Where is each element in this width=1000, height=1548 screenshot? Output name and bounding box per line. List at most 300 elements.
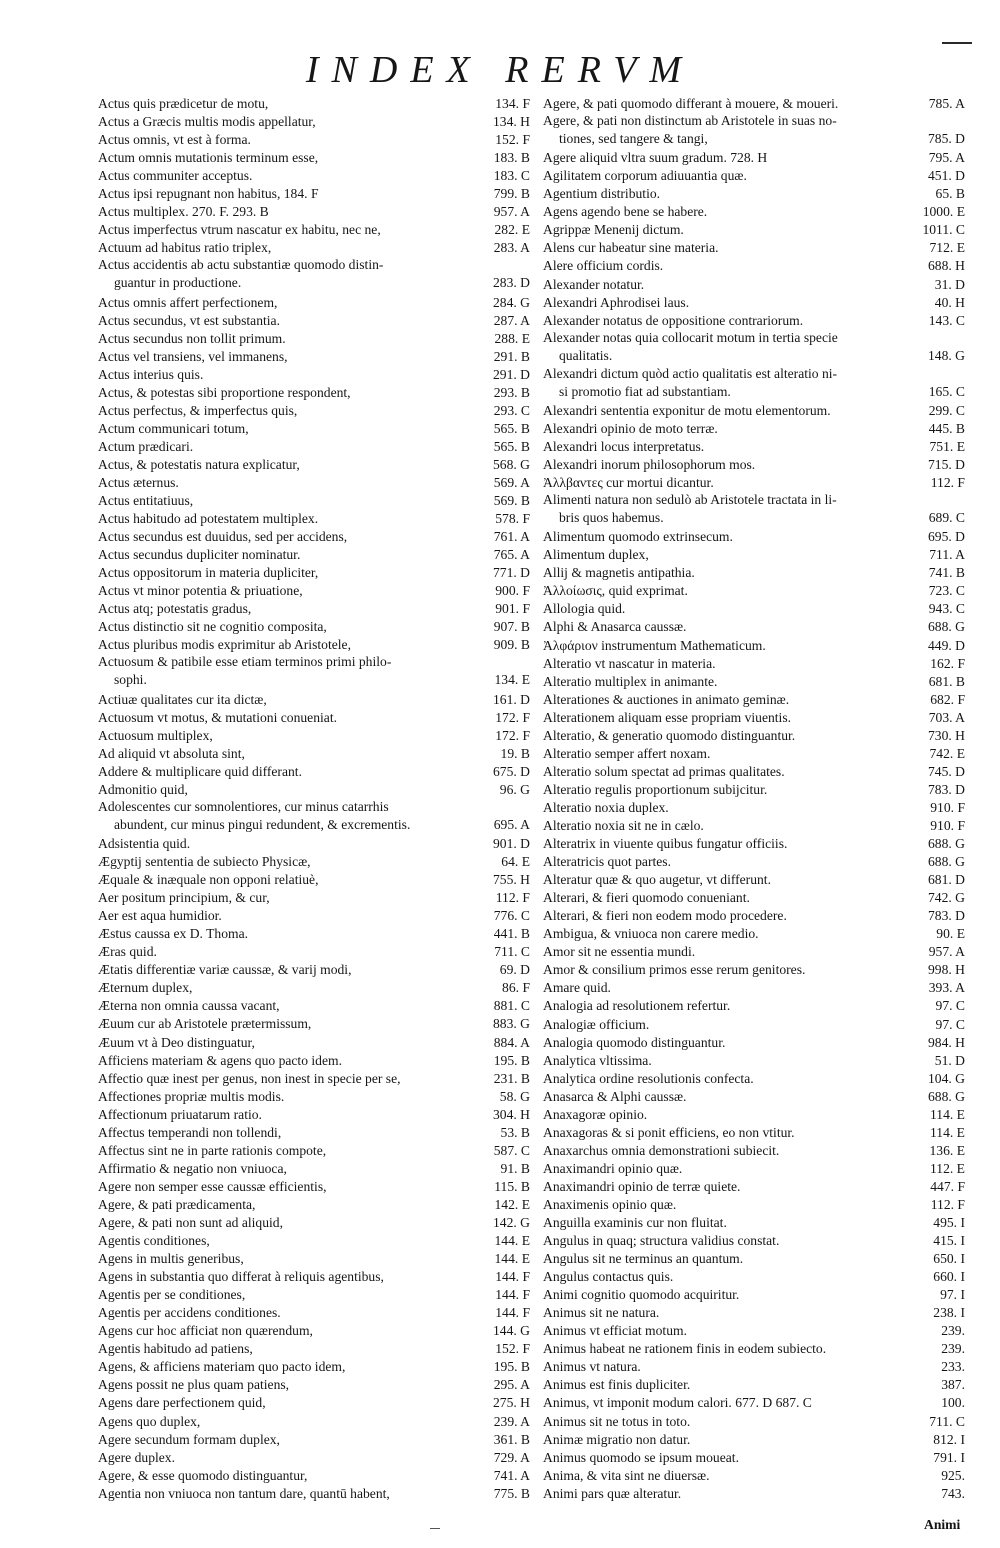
entry-text: Agentis habitudo ad patiens,	[98, 1341, 253, 1357]
page-reference: 569. A	[493, 475, 530, 491]
index-entry	[543, 1357, 965, 1375]
page-reference: 152. F	[495, 1341, 530, 1357]
entry-text: Actus, & potestatis natura explicatur,	[98, 457, 300, 472]
page-reference: 144. F	[495, 1269, 530, 1285]
entry-text: Affirmatio & negatio non vniuoca,	[98, 1160, 287, 1176]
entry-text: Analytica ordine resolutionis confecta.	[543, 1070, 754, 1086]
entry-text: Amor sit ne essentia mundi.	[543, 944, 696, 960]
index-entry	[98, 166, 530, 184]
index-entry	[543, 708, 965, 726]
entry-text: Anaxagoras & si ponit efficiens, eo non vtitur.	[543, 1124, 795, 1140]
index-entry	[98, 1285, 530, 1303]
page-reference: 1000. E	[922, 204, 965, 220]
entry-text: Alexander notas quia collocarit motum in tertia specie	[543, 329, 838, 345]
page-reference: 69. D	[499, 962, 530, 978]
index-entry	[543, 1033, 965, 1051]
entry-text: Animus quomodo se ipsum moueat.	[543, 1449, 739, 1465]
page-reference: 104. G	[927, 1070, 965, 1086]
entry-text: Animus vt efficiat motum.	[543, 1323, 687, 1339]
entry-text: Actum communicari totum,	[98, 420, 249, 436]
index-entry	[98, 293, 530, 311]
index-entry	[98, 527, 530, 545]
page-reference: 282. E	[494, 222, 530, 238]
index-entry	[98, 924, 530, 942]
entry-text: Actus perfectus, & imperfectus quis,	[98, 402, 298, 418]
page-reference: 96. G	[499, 781, 530, 797]
page-reference: 144. E	[494, 1233, 530, 1249]
index-entry	[98, 383, 530, 401]
index-entry	[98, 329, 530, 347]
entry-text: Agere non semper esse caussæ efficientis,	[98, 1178, 327, 1194]
page-reference: 1011. C	[922, 222, 965, 238]
page-reference: 40. H	[934, 294, 965, 310]
index-entry	[543, 419, 965, 437]
index-entry	[98, 1339, 530, 1357]
page-reference: 144. E	[494, 1251, 530, 1267]
index-entry	[543, 1213, 965, 1231]
page-reference: 144. G	[492, 1323, 530, 1339]
index-entry	[98, 1249, 530, 1267]
index-entry	[543, 599, 965, 617]
index-entry	[543, 635, 965, 653]
index-entry	[543, 329, 965, 365]
entry-text: Actus vel transiens, vel immanens,	[98, 348, 288, 364]
index-entry	[543, 545, 965, 563]
entry-text: Alteratio, & generatio quomodo distinguantur.	[543, 727, 796, 743]
entry-text-continuation: si promotio fiat ad substantiam.	[559, 383, 731, 399]
entry-text: Animus vt natura.	[543, 1359, 641, 1375]
index-entry	[543, 256, 965, 274]
page-reference: 293. C	[493, 402, 530, 418]
index-entry	[98, 1087, 530, 1105]
page-reference: 771. D	[492, 565, 530, 581]
index-entry	[98, 617, 530, 635]
entry-text: Actus habitudo ad potestatem multiplex.	[98, 511, 319, 527]
entry-text-continuation: bris quos habemus.	[559, 510, 664, 526]
page-reference: 681. D	[927, 872, 965, 888]
page-reference: 703. A	[928, 709, 965, 725]
index-entry	[98, 311, 530, 329]
page-reference: 909. B	[493, 637, 530, 653]
index-entry	[543, 762, 965, 780]
entry-text: Agentium distributio.	[543, 186, 661, 202]
page-reference: 711. A	[929, 547, 965, 563]
page-reference: 712. E	[929, 240, 965, 256]
entry-text: Actus secundus dupliciter nominatur.	[98, 547, 301, 563]
page-reference: 283. D	[492, 275, 530, 291]
entry-text: Agere, & pati quomodo differant à mouere, & moueri.	[543, 96, 839, 112]
entry-text: Animus sit ne natura.	[543, 1305, 660, 1321]
page-reference: 195. B	[493, 1359, 530, 1375]
entry-text: Admonitio quid,	[98, 781, 188, 797]
index-entry	[98, 1159, 530, 1177]
index-entry	[98, 238, 530, 256]
entry-text-continuation: tiones, sed tangere & tangi,	[559, 131, 708, 147]
page-reference: 239.	[941, 1323, 965, 1339]
entry-text: Aer est aqua humidior.	[98, 908, 222, 924]
index-entry	[98, 581, 530, 599]
entry-text: Animus, vt imponit modum calori. 677. D 687. C	[543, 1395, 812, 1411]
index-entry	[98, 1231, 530, 1249]
index-entry	[543, 1285, 965, 1303]
entry-text: Animæ migratio non datur.	[543, 1431, 691, 1447]
entry-text: Actus atq; potestatis gradus,	[98, 601, 252, 617]
index-column-right	[543, 94, 965, 1502]
index-entry	[98, 1177, 530, 1195]
index-entry	[98, 184, 530, 202]
page-reference: 304. H	[492, 1106, 530, 1122]
page-reference: 142. E	[494, 1196, 530, 1212]
page-reference: 675. D	[492, 763, 530, 779]
entry-text: Agilitatem corporum adiuuantia quæ.	[543, 168, 747, 184]
page-reference: 776. C	[493, 908, 530, 924]
index-entry	[98, 437, 530, 455]
page-reference: 172. F	[495, 727, 530, 743]
entry-text: Alteratio vt nascatur in materia.	[543, 655, 716, 671]
entry-text: Alimentum quomodo extrinsecum.	[543, 529, 733, 545]
page-reference: 86. F	[502, 980, 530, 996]
page-reference: 291. D	[492, 366, 530, 382]
index-entry	[98, 1430, 530, 1448]
entry-text: Actus æternus.	[98, 475, 179, 491]
page-reference: 183. B	[493, 150, 530, 166]
page-reference: 711. C	[494, 944, 530, 960]
entry-text: Actum omnis mutationis terminum esse,	[98, 150, 319, 166]
entry-text: Alteratricis quot partes.	[543, 854, 671, 870]
entry-text-continuation: abundent, cur minus pingui redundent, & excrementis.	[114, 816, 411, 832]
index-entry	[98, 1014, 530, 1032]
index-entry	[543, 1411, 965, 1429]
index-entry	[543, 870, 965, 888]
entry-text: Agens possit ne plus quam patiens,	[98, 1377, 290, 1393]
index-entry	[543, 1484, 965, 1502]
index-entry	[543, 365, 965, 401]
entry-text: Agrippæ Menenij dictum.	[543, 222, 684, 238]
index-entry	[543, 238, 965, 256]
page-reference: 31. D	[934, 276, 965, 292]
index-entry	[98, 996, 530, 1014]
entry-text: Alteratio solum spectat ad primas qualitates.	[543, 763, 785, 779]
index-entry	[543, 1069, 965, 1087]
index-entry	[543, 1105, 965, 1123]
index-entry	[98, 978, 530, 996]
page-reference: 283. A	[493, 240, 530, 256]
index-entry	[543, 220, 965, 238]
index-entry	[543, 166, 965, 184]
index-entry	[98, 1303, 530, 1321]
page-reference: 910. F	[930, 817, 965, 833]
index-entry	[98, 1105, 530, 1123]
entry-text: Actus ipsi repugnant non habitus, 184. F	[98, 186, 319, 202]
index-entry	[543, 690, 965, 708]
page-title: INDEX RERVM	[305, 49, 695, 91]
index-entry	[98, 635, 530, 653]
entry-text: Actuosum & patibile esse etiam terminos primi philo-	[98, 654, 392, 670]
page-reference: 64. E	[501, 854, 530, 870]
page-reference: 795. A	[928, 150, 965, 166]
entry-text: Anasarca & Alphi caussæ.	[543, 1088, 687, 1104]
entry-text: Agentia non vniuoca non tantum dare, quantū habent,	[98, 1485, 390, 1501]
index-entry	[543, 1321, 965, 1339]
index-entry	[543, 744, 965, 762]
entry-text: Animus sit ne totus in toto.	[543, 1413, 691, 1429]
page-reference: 943. C	[928, 601, 965, 617]
index-entry	[98, 130, 530, 148]
entry-text: Æquale & inæquale non opponi relatiuè,	[98, 872, 319, 888]
page-reference: 299. C	[928, 402, 965, 418]
entry-text: Animi pars quæ alteratur.	[543, 1485, 682, 1501]
page-reference: 565. B	[493, 420, 530, 436]
page-reference: 881. C	[493, 998, 530, 1014]
page-reference: 569. B	[493, 493, 530, 509]
entry-text: Alterationem aliquam esse propriam viuentis.	[543, 709, 792, 725]
entry-text: Actus multiplex. 270. F. 293. B	[98, 204, 269, 220]
index-entry	[98, 473, 530, 491]
entry-text: Æuum vt à Deo distinguatur,	[98, 1034, 255, 1050]
bottom-mark	[430, 1528, 440, 1529]
index-entry	[543, 726, 965, 744]
entry-text: Agens in multis generibus,	[98, 1251, 244, 1267]
index-entry	[98, 365, 530, 383]
page-reference: 134. E	[494, 672, 530, 688]
index-entry	[543, 1051, 965, 1069]
catchword: Animi	[924, 1517, 961, 1532]
page-reference: 755. H	[492, 872, 530, 888]
page-reference: 900. F	[495, 583, 530, 599]
entry-text: Agere aliquid vltra suum gradum. 728. H	[543, 150, 768, 166]
page-reference: 91. B	[500, 1160, 530, 1176]
page-reference: 393. A	[928, 980, 965, 996]
index-entry	[98, 202, 530, 220]
entry-text: Æternum duplex,	[98, 980, 193, 996]
index-column-left	[98, 94, 530, 1502]
page-reference: 445. B	[928, 420, 965, 436]
index-entry	[98, 509, 530, 527]
page-reference: 883. G	[492, 1016, 530, 1032]
entry-text: Adolescentes cur somnolentiores, cur minus catarrhis	[98, 798, 389, 814]
page-reference: 688. G	[927, 1088, 965, 1104]
entry-text: Agens dare perfectionem quid,	[98, 1395, 266, 1411]
entry-text: Actuosum multiplex,	[98, 727, 213, 743]
page-reference: 287. A	[493, 312, 530, 328]
page-reference: 812. I	[933, 1431, 965, 1447]
page-reference: 957. A	[928, 944, 965, 960]
page-reference: 447. F	[930, 1178, 965, 1194]
page-reference: 183. C	[493, 168, 530, 184]
index-entry	[98, 690, 530, 708]
entry-text: Alterationes & auctiones in animato geminæ.	[543, 691, 790, 707]
index-entry	[98, 762, 530, 780]
entry-text: Allologia quid.	[543, 601, 626, 617]
entry-text: Affectus temperandi non tollendi,	[98, 1124, 282, 1140]
page-reference: 791. I	[933, 1449, 965, 1465]
page-reference: 761. A	[493, 529, 530, 545]
entry-text: Agere secundum formam duplex,	[98, 1431, 280, 1447]
index-entry	[98, 1411, 530, 1429]
page-reference: 291. B	[493, 348, 530, 364]
index-entry	[98, 1069, 530, 1087]
index-entry	[543, 1303, 965, 1321]
index-entry	[98, 1393, 530, 1411]
entry-text: Actus imperfectus vtrum nascatur ex habitu, nec ne,	[98, 222, 381, 238]
page-reference: 957. A	[493, 204, 530, 220]
index-entry	[543, 274, 965, 292]
page-reference: 134. F	[495, 96, 530, 112]
entry-text: Agere, & esse quomodo distinguantur,	[98, 1467, 308, 1483]
index-entry	[98, 599, 530, 617]
entry-text: Agens in substantia quo differat à reliquis agentibus,	[98, 1269, 384, 1285]
page-reference: 775. B	[493, 1485, 530, 1501]
page-reference: 134. H	[492, 114, 530, 130]
index-entry	[543, 672, 965, 690]
page-reference: 275. H	[492, 1395, 530, 1411]
entry-text: Anima, & vita sint ne diuersæ.	[543, 1467, 710, 1483]
index-entry	[543, 112, 965, 148]
page-reference: 238. I	[933, 1305, 965, 1321]
index-entry	[98, 220, 530, 238]
page-reference: 165. C	[928, 383, 965, 399]
index-entry	[98, 491, 530, 509]
page-reference: 97. C	[935, 998, 965, 1014]
entry-text: Alexandri opinio de moto terræ.	[543, 420, 718, 436]
entry-text: Angulus in quaq; structura validius constat.	[543, 1233, 780, 1249]
entry-text: Alens cur habeatur sine materia.	[543, 240, 719, 256]
entry-text: Anaxagoræ opinio.	[543, 1106, 648, 1122]
entry-text: Alexandri locus interpretatus.	[543, 438, 705, 454]
entry-text: Alere officium cordis.	[543, 258, 664, 274]
entry-text: Æstus caussa ex D. Thoma.	[98, 926, 249, 942]
entry-text: Affectiones propriæ multis modis.	[98, 1088, 285, 1104]
entry-text: Anaxarchus omnia demonstrationi subiecit.	[543, 1142, 780, 1158]
page-reference: 998. H	[927, 962, 965, 978]
entry-text: Alterari, & fieri quomodo conueniant.	[543, 890, 750, 906]
entry-text: Alteratio noxia sit ne in cælo.	[543, 817, 704, 833]
entry-text: Alteratio regulis proportionum subijcitur.	[543, 781, 768, 797]
page-reference: 51. D	[934, 1052, 965, 1068]
entry-text: Agens agendo bene se habere.	[543, 204, 708, 220]
page-reference: 148. G	[927, 347, 965, 363]
entry-text: Alexandri Aphrodisei laus.	[543, 294, 690, 310]
entry-text: Alteratio semper affert noxam.	[543, 745, 711, 761]
index-entry	[543, 1177, 965, 1195]
page-reference: 925.	[941, 1467, 965, 1483]
index-entry	[543, 1087, 965, 1105]
entry-text: Actus oppositorum in materia dupliciter,	[98, 565, 319, 581]
page-reference: 783. D	[927, 908, 965, 924]
page-reference: 743.	[941, 1485, 965, 1501]
page-reference: 114. E	[930, 1124, 965, 1140]
index-entry	[543, 527, 965, 545]
entry-text: Actus vt minor potentia & priuatione,	[98, 583, 303, 599]
entry-text: Affectus sint ne in parte rationis compote,	[98, 1142, 327, 1158]
page-reference: 723. C	[928, 583, 965, 599]
entry-text: Analogia ad resolutionem refertur.	[543, 998, 731, 1014]
index-entry	[543, 293, 965, 311]
entry-text: Ætatis differentiæ variæ caussæ, & varij modi,	[98, 962, 352, 978]
index-entry	[543, 834, 965, 852]
entry-text: Ægyptij sententia de subiecto Physicæ,	[98, 854, 311, 870]
page-reference: 114. E	[930, 1106, 965, 1122]
index-entry	[543, 1267, 965, 1285]
index-entry	[98, 960, 530, 978]
page-reference: 711. C	[929, 1413, 965, 1429]
entry-text: Agere, & pati non distinctum ab Aristotele in suas no-	[543, 113, 837, 129]
page-reference: 112. F	[495, 890, 530, 906]
index-entry	[98, 1213, 530, 1231]
index-entry	[543, 1123, 965, 1141]
entry-text-continuation: qualitatis.	[559, 347, 613, 363]
page-reference: 578. F	[495, 511, 530, 527]
entry-text: Analogiæ officium.	[543, 1016, 650, 1032]
entry-text: Affectio quæ inest per genus, non inest in specie per se,	[98, 1070, 401, 1086]
index-entry	[98, 94, 530, 112]
entry-text: Actus distinctio sit ne cognitio composita,	[98, 619, 327, 635]
index-entry	[98, 1195, 530, 1213]
entry-text: Æterna non omnia caussa vacant,	[98, 998, 280, 1014]
page-reference: 112. F	[930, 475, 965, 491]
entry-text: Alterari, & fieri non eodem modo procedere.	[543, 908, 787, 924]
entry-text: Actus omnis affert perfectionem,	[98, 294, 278, 310]
entry-text: Allij & magnetis antipathia.	[543, 565, 695, 581]
entry-text: Alteratrix in viuente quibus fungatur officiis.	[543, 836, 788, 852]
entry-text: Alimentum duplex,	[543, 547, 649, 563]
entry-text: Actuosum vt motus, & mutationi conueniat.	[98, 709, 337, 725]
entry-text: Alteratio multiplex in animante.	[543, 673, 718, 689]
index-entry	[543, 906, 965, 924]
entry-text: Amor & consilium primos esse rerum genitores.	[543, 962, 806, 978]
entry-text: Agens, & afficiens materiam quo pacto idem,	[98, 1359, 346, 1375]
entry-text: Alexander notatur.	[543, 276, 645, 292]
page-reference: 910. F	[930, 799, 965, 815]
index-entry	[98, 852, 530, 870]
entry-text: Agere, & pati prædicamenta,	[98, 1196, 256, 1212]
entry-text: Anaximandri opinio quæ.	[543, 1160, 683, 1176]
page-reference: 729. A	[493, 1449, 530, 1465]
page-reference: 19. B	[500, 745, 530, 761]
index-entry	[543, 1430, 965, 1448]
entry-text: Actus secundus non tollit primum.	[98, 330, 286, 346]
page-reference: 742. E	[929, 745, 965, 761]
page-reference: 660. I	[933, 1269, 965, 1285]
page-reference: 907. B	[493, 619, 530, 635]
entry-text: Actum prædicari.	[98, 438, 194, 454]
index-entry	[543, 1375, 965, 1393]
page-reference: 97. C	[935, 1016, 965, 1032]
index-entry	[543, 184, 965, 202]
entry-text: Actus interius quis.	[98, 366, 204, 382]
entry-text: Ἀλφάριον instrumentum Mathematicum.	[543, 637, 766, 653]
entry-text: Animus est finis dupliciter.	[543, 1377, 691, 1393]
index-entry	[98, 148, 530, 166]
page-reference: 688. H	[927, 258, 965, 274]
page-reference: 239. A	[493, 1413, 530, 1429]
index-entry	[543, 1393, 965, 1411]
page-reference: 172. F	[495, 709, 530, 725]
page-reference: 415. I	[933, 1233, 965, 1249]
page-reference: 90. E	[936, 926, 965, 942]
entry-text: Anaximandri opinio de terræ quiete.	[543, 1178, 741, 1194]
page-reference: 741. B	[928, 565, 965, 581]
index-entry	[543, 924, 965, 942]
page-reference: 451. D	[927, 168, 965, 184]
index-entry	[543, 1159, 965, 1177]
entry-text: Actus quis prædicetur de motu,	[98, 96, 269, 112]
page-reference: 97. I	[940, 1287, 965, 1303]
entry-text: Agere duplex.	[98, 1449, 176, 1465]
entry-text: Actus pluribus modis exprimitur ab Aristotele,	[98, 637, 351, 653]
entry-text: Actus accidentis ab actu substantiæ quomodo distin-	[98, 257, 384, 273]
index-entry	[98, 347, 530, 365]
